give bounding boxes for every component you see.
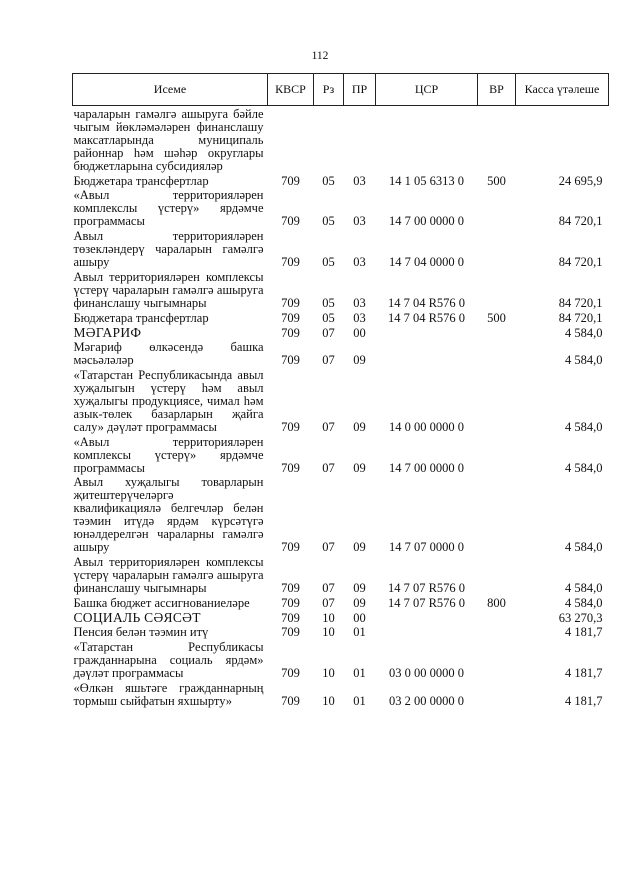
row-name: «Авыл территорияләрен комплекслы үстерү» ярдәмче программасы	[73, 188, 264, 229]
row-name: Пенсия белән тәэмин итү	[73, 625, 209, 640]
row-csr	[376, 624, 478, 639]
row-csr: 14 7 07 R576 0	[387, 580, 466, 595]
row-pr: 01	[353, 693, 366, 708]
row-rz: 05	[322, 310, 335, 325]
row-sum: 4 181,7	[565, 666, 603, 681]
row-pr: 09	[353, 595, 366, 610]
row-kvsr: 709	[281, 625, 300, 640]
table-row	[73, 554, 609, 595]
table-row	[73, 595, 609, 610]
row-name: СОЦИАЛЬ СӘЯСӘТ	[73, 609, 201, 625]
row-vr	[478, 434, 516, 475]
row-sum: 4 584,0	[565, 580, 603, 595]
row-name: чараларын гамәлгә ашыруга бәйле чыгым йөкләмәләрен финанслашу максатларында муниципаль районнар һәм шәһәр округлары бюджетларына субсидияләр	[73, 107, 264, 173]
row-name: МӘГАРИФ	[73, 324, 142, 340]
row-sum: 4 584,0	[565, 419, 603, 434]
row-rz: 05	[322, 214, 335, 229]
row-kvsr: 709	[281, 540, 300, 554]
table-row	[73, 106, 609, 173]
row-vr	[478, 554, 516, 595]
row-rz: 05	[322, 295, 335, 310]
row-rz: 07	[322, 540, 335, 554]
row-sum: 4 584,0	[565, 353, 603, 368]
row-name: Бюджетара трансфертлар	[73, 310, 209, 325]
row-sum: 4 584,0	[565, 595, 603, 610]
row-sum: 4 181,7	[565, 625, 603, 640]
row-kvsr: 709	[281, 693, 300, 708]
row-name: Башка бюджет ассигнованиеләре	[73, 595, 250, 610]
row-csr: 14 7 07 0000 0	[389, 540, 464, 554]
table-row	[73, 228, 609, 269]
row-name: Авыл территорияләрен комплексы үстерү чараларын гамәлгә ашыруга финанслашу чыгымнары	[73, 554, 264, 595]
row-vr	[478, 367, 516, 434]
section-row	[73, 325, 609, 340]
row-vr	[478, 106, 516, 173]
section-row	[73, 610, 609, 625]
row-sum: 4 181,7	[565, 693, 603, 708]
row-csr: 14 7 07 R576 0	[387, 595, 466, 610]
row-vr	[478, 474, 516, 553]
row-rz	[314, 106, 344, 173]
row-kvsr: 709	[281, 295, 300, 310]
row-csr	[376, 339, 478, 367]
row-kvsr	[268, 106, 314, 173]
header-sum: Касса үтәлеше	[516, 74, 609, 106]
table-row	[73, 187, 609, 228]
row-name: «Татарстан Республикасында авыл хуҗалыгын үстерү һәм авыл хуҗалыгы продукциясе, чимал һәм азык-төлек базарларын җайга салу» дәүләт программасы	[73, 368, 264, 434]
table-row	[73, 310, 609, 325]
row-kvsr: 709	[281, 666, 300, 681]
row-vr: 500	[487, 173, 506, 188]
row-vr	[478, 187, 516, 228]
row-name: Авыл территорияләрен төзекләндерү чараларын гамәлгә ашыру	[73, 229, 264, 269]
row-pr: 09	[353, 419, 366, 434]
row-kvsr: 709	[281, 353, 300, 368]
row-sum: 4 584,0	[565, 460, 603, 475]
row-kvsr: 709	[281, 419, 300, 434]
row-rz: 05	[322, 173, 335, 188]
table-row	[73, 434, 609, 475]
row-vr	[478, 325, 516, 340]
row-kvsr: 709	[281, 173, 300, 188]
table-header-row	[73, 74, 609, 106]
row-csr: 14 7 00 0000 0	[389, 460, 464, 475]
row-csr: 14 7 04 0000 0	[389, 254, 464, 269]
row-pr: 03	[353, 214, 366, 229]
row-pr: 00	[353, 325, 366, 340]
row-rz: 10	[322, 610, 335, 625]
row-pr: 03	[353, 310, 366, 325]
row-pr: 00	[353, 610, 366, 625]
row-sum: 24 695,9	[558, 173, 603, 188]
row-csr: 14 0 00 0000 0	[389, 419, 464, 434]
header-name: Исеме	[73, 74, 268, 106]
row-sum: 84 720,1	[558, 254, 603, 269]
row-sum: 4 584,0	[565, 325, 603, 340]
row-rz: 07	[322, 419, 335, 434]
row-vr	[478, 610, 516, 625]
row-sum	[516, 106, 609, 173]
row-name: Бюджетара трансфертлар	[73, 173, 209, 188]
row-csr: 14 7 00 0000 0	[389, 214, 464, 229]
row-pr: 03	[353, 254, 366, 269]
row-pr	[344, 106, 376, 173]
row-vr: 800	[487, 595, 506, 610]
row-pr: 09	[353, 460, 366, 475]
row-csr: 03 2 00 0000 0	[389, 693, 464, 708]
row-vr: 500	[487, 310, 506, 325]
row-sum: 84 720,1	[558, 310, 603, 325]
row-pr: 09	[353, 353, 366, 368]
row-sum: 84 720,1	[558, 295, 603, 310]
row-kvsr: 709	[281, 595, 300, 610]
page-number: 112	[311, 50, 329, 62]
row-vr	[478, 639, 516, 680]
row-pr: 03	[353, 295, 366, 310]
row-rz: 07	[322, 460, 335, 475]
row-kvsr: 709	[281, 580, 300, 595]
row-rz: 05	[322, 254, 335, 269]
row-kvsr: 709	[281, 325, 300, 340]
row-sum: 84 720,1	[558, 214, 603, 229]
row-kvsr: 709	[281, 460, 300, 475]
row-name: «Өлкән яшьтәге гражданнарның тормыш сыйфатын яхшырту»	[73, 681, 264, 708]
row-vr	[478, 624, 516, 639]
row-rz: 07	[322, 580, 335, 595]
row-rz: 10	[322, 693, 335, 708]
row-csr: 14 7 04 R576 0	[387, 310, 466, 325]
table-row	[73, 624, 609, 639]
row-pr: 01	[353, 625, 366, 640]
row-pr: 09	[353, 540, 366, 554]
table-row	[73, 680, 609, 708]
table-row	[73, 639, 609, 680]
row-csr	[376, 325, 478, 340]
row-csr: 14 7 04 R576 0	[387, 295, 466, 310]
row-pr: 09	[353, 580, 366, 595]
row-sum: 63 270,3	[558, 610, 603, 625]
budget-table	[72, 73, 609, 708]
row-rz: 07	[322, 595, 335, 610]
row-rz: 07	[322, 353, 335, 368]
header-kvsr: КВСР	[268, 74, 314, 106]
row-pr: 01	[353, 666, 366, 681]
row-vr	[478, 269, 516, 310]
row-rz: 10	[322, 625, 335, 640]
row-rz: 10	[322, 666, 335, 681]
row-name: Авыл хуҗалыгы товарларын җитештерүчеләргә квалификациялә белгечләр белән тәэмин итүдә ярдәм күрсәтүгә юнәлдерелгән чараларны гамәлгә ашыру	[73, 475, 264, 554]
row-vr	[478, 339, 516, 367]
table-row	[73, 474, 609, 553]
header-pr: ПР	[344, 74, 376, 106]
row-kvsr: 709	[281, 610, 300, 625]
header-rz: Рз	[314, 74, 344, 106]
header-vr: ВР	[478, 74, 516, 106]
table-row	[73, 367, 609, 434]
row-vr	[478, 228, 516, 269]
row-vr	[478, 680, 516, 708]
row-csr: 03 0 00 0000 0	[389, 666, 464, 681]
table-row	[73, 173, 609, 188]
row-name: «Татарстан Республикасы гражданнарына социаль ярдәм» дәүләт программасы	[73, 640, 264, 681]
row-kvsr: 709	[281, 254, 300, 269]
row-csr	[376, 106, 478, 173]
row-name: Мәгариф өлкәсендә башка мәсьәләләр	[73, 340, 264, 368]
row-kvsr: 709	[281, 214, 300, 229]
row-name: Авыл территорияләрен комплексы үстерү чараларын гамәлгә ашыруга финанслашу чыгымнары	[73, 269, 264, 310]
row-rz: 07	[322, 325, 335, 340]
table-row	[73, 269, 609, 310]
row-kvsr: 709	[281, 310, 300, 325]
table-row	[73, 339, 609, 367]
row-pr: 03	[353, 173, 366, 188]
header-csr: ЦСР	[376, 74, 478, 106]
row-name: «Авыл территорияләрен комплексы үстерү» ярдәмче программасы	[73, 434, 264, 475]
row-sum: 4 584,0	[565, 540, 603, 554]
row-csr	[376, 610, 478, 625]
row-csr: 14 1 05 6313 0	[389, 173, 464, 188]
